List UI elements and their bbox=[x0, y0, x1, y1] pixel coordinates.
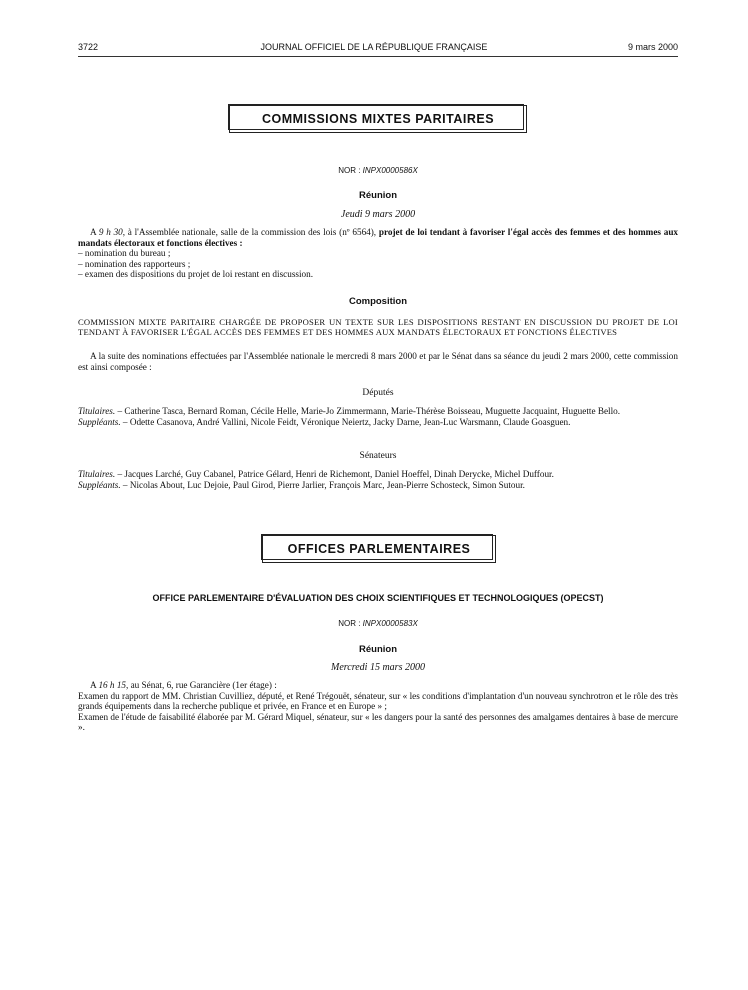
agenda-item: Examen de l'étude de faisabilité élaborée par M. Gérard Miquel, sénateur, sur « les dangers pour la santé des personnes des amalgames dentaires à base de mercure ». bbox=[78, 711, 678, 732]
senateurs-suppleants: – Nicolas About, Luc Dejoie, Paul Girod, Pierre Jarlier, François Marc, Jean-Pierre Schosteck, Simon Sutour. bbox=[120, 479, 525, 490]
meeting-location: , au Sénat, 6, rue Garancière (1er étage) : bbox=[126, 680, 277, 690]
agenda-item: Examen du rapport de MM. Christian Cuvilliez, député, et René Trégouët, sénateur, sur « les conditions d'implantation d'un nouveau synchrotron et le rôle des très grands équipements dans la recherche publique et privée, en France et en Europe » ; bbox=[78, 690, 678, 711]
suppleants-label: Suppléants. bbox=[78, 479, 121, 490]
meeting-time: 9 h 30 bbox=[98, 227, 123, 237]
page-number: 3722 bbox=[78, 42, 99, 52]
section-title-box bbox=[229, 105, 527, 133]
agenda-item: – nomination du bureau ; bbox=[78, 248, 171, 258]
reunion-date: Jeudi 9 mars 2000 bbox=[340, 209, 416, 220]
nor-label: NOR : bbox=[338, 166, 361, 175]
commission-title: COMMISSION MIXTE PARITAIRE CHARGÉE DE PROPOSER UN TEXTE SUR LES DISPOSITIONS RESTANT EN DISCUSSION DU PROJET DE LOI TENDANT À FAVORISER L'ÉGAL ACCÈS DES FEMMES ET DES HOMMES AUX MANDATS ÉLECTORAUX ET FONCTIONS ÉLECTIVES bbox=[78, 317, 678, 337]
section-title: COMMISSIONS MIXTES PARITAIRES bbox=[261, 112, 495, 126]
nor-label: NOR : bbox=[338, 619, 361, 628]
nor-reference bbox=[78, 619, 678, 628]
journal-title: JOURNAL OFFICIEL DE LA RÉPUBLIQUE FRANÇAISE bbox=[260, 42, 488, 52]
meeting-agenda bbox=[78, 227, 678, 280]
suppleants-label: Suppléants. bbox=[78, 416, 121, 427]
composition-paragraph: A la suite des nominations effectuées par l'Assemblée nationale le mercredi 8 mars 2000 et par le Sénat dans sa séance du jeudi 2 mars 2000, cette commission est ainsi composée : bbox=[78, 351, 678, 372]
bill-title: projet de loi tendant à favoriser l'égal accès des femmes et des hommes aux mandats électoraux et fonctions électives : bbox=[78, 227, 679, 248]
deputes-titulaires: – Catherine Tasca, Bernard Roman, Cécile Helle, Marie-Jo Zimmermann, Marie-Thérèse Boisseau, Muguette Jacquaint, Huguette Bello. bbox=[115, 406, 621, 416]
agenda-item: – examen des dispositions du projet de loi restant en discussion. bbox=[78, 269, 314, 279]
office-title: OFFICE PARLEMENTAIRE D'ÉVALUATION DES CHOIX SCIENTIFIQUES ET TECHNOLOGIQUES (OPECST) bbox=[152, 593, 604, 603]
intro-text: , à l'Assemblée nationale, salle de la commission des lois (nº 6564), bbox=[122, 227, 377, 237]
office-agenda bbox=[78, 680, 678, 733]
nor-code: INPX0000586X bbox=[362, 166, 418, 175]
nor-code: INPX0000583X bbox=[362, 619, 418, 628]
reunion-date: Mercredi 15 mars 2000 bbox=[331, 662, 425, 673]
titulaires-label: Titulaires. bbox=[78, 406, 116, 416]
deputes-suppleants: – Odette Casanova, André Vallini, Nicole Feidt, Véronique Neiertz, Jacky Darne, Jean-Luc Warsmann, Claude Goasguen. bbox=[120, 416, 571, 427]
reunion-heading: Réunion bbox=[359, 190, 397, 201]
titulaires-label: Titulaires. bbox=[78, 469, 116, 479]
issue-date: 9 mars 2000 bbox=[627, 42, 678, 52]
deputes-heading: Députés bbox=[362, 388, 394, 398]
section-title: OFFICES PARLEMENTAIRES bbox=[287, 542, 471, 556]
senateurs-list bbox=[78, 469, 678, 490]
agenda-item: – nomination des rapporteurs ; bbox=[78, 258, 191, 269]
senateurs-titulaires: – Jacques Larché, Guy Cabanel, Patrice Gélard, Henri de Richemont, Daniel Hoeffel, Dinah Derycke, Michel Duffour. bbox=[115, 469, 554, 479]
header-rule bbox=[78, 56, 678, 57]
composition-text bbox=[78, 351, 678, 372]
intro-a: A bbox=[90, 227, 97, 237]
senateurs-heading: Sénateurs bbox=[359, 451, 397, 461]
composition-heading: Composition bbox=[348, 296, 408, 307]
reunion-heading: Réunion bbox=[359, 644, 397, 655]
deputes-list bbox=[78, 406, 678, 427]
intro-a: A bbox=[90, 680, 97, 690]
nor-reference bbox=[78, 166, 678, 175]
meeting-time: 16 h 15 bbox=[98, 680, 126, 690]
section-title-box bbox=[262, 535, 496, 563]
